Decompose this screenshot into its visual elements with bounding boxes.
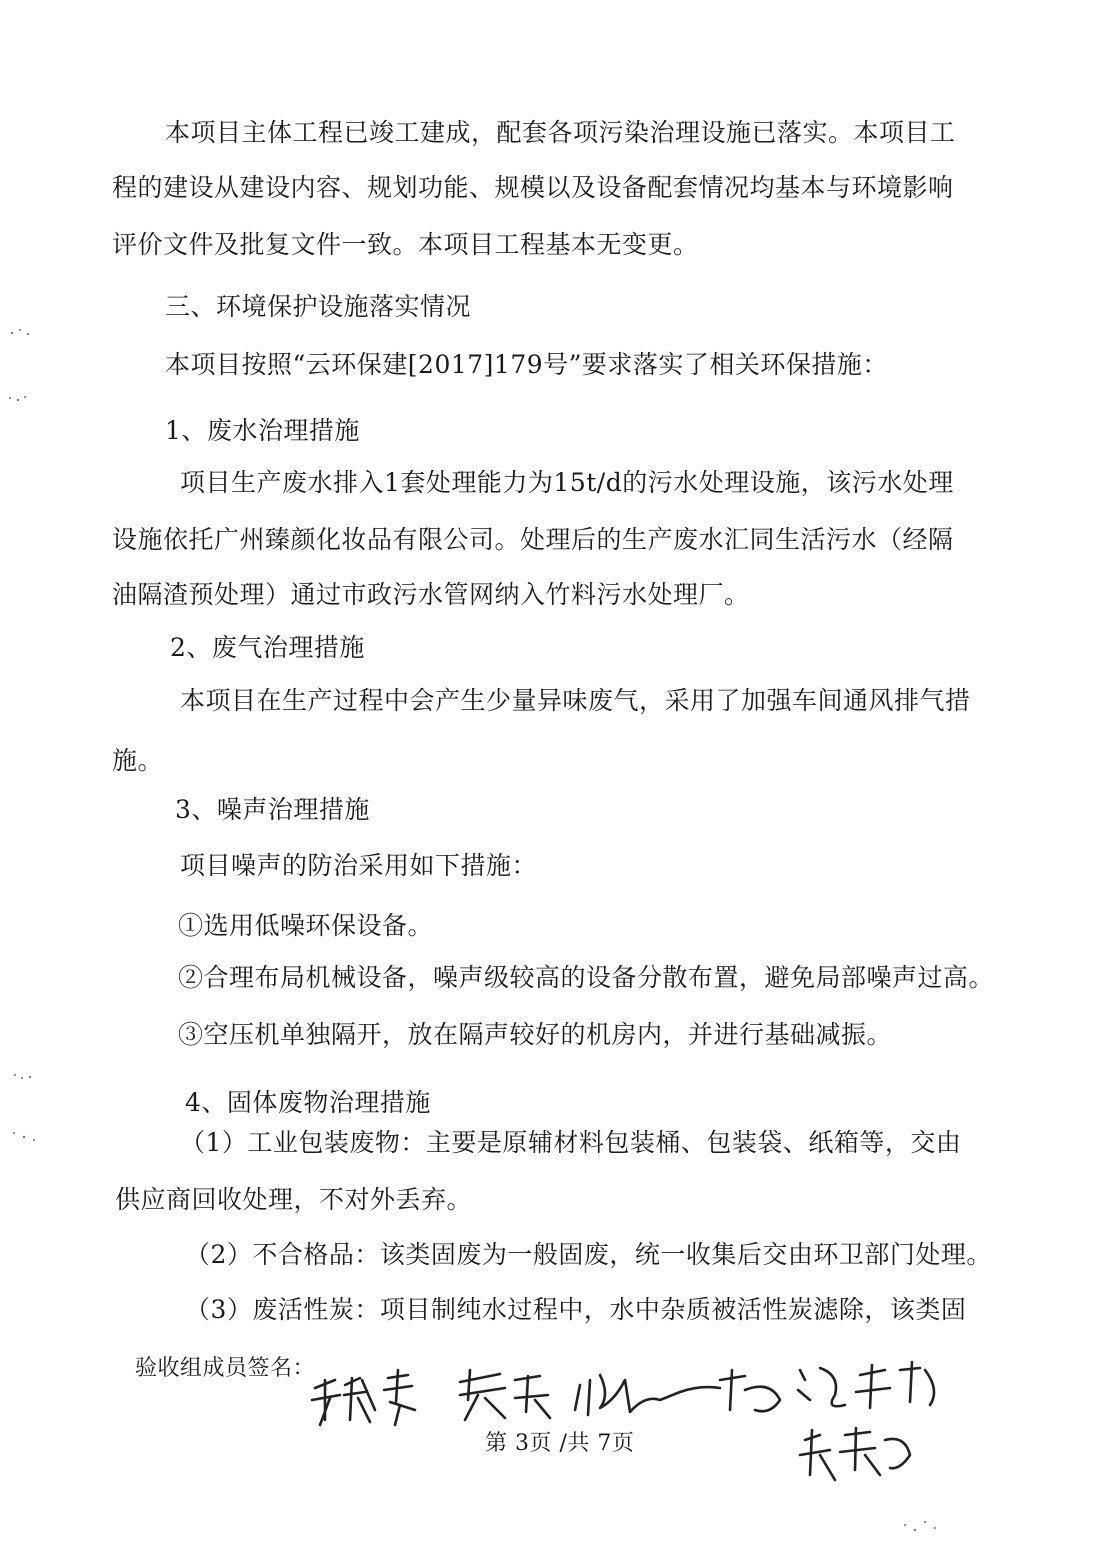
paragraph-line: 设施依托广州臻颜化妆品有限公司。处理后的生产废水汇同生活污水（经隔 (112, 525, 954, 554)
paragraph-line: 评价文件及批复文件一致。本项目工程基本无变更。 (112, 230, 699, 259)
signature-4 (575, 1370, 780, 1415)
page-number: 第 3页 /共 7页 (485, 1431, 635, 1456)
paragraph-line: 项目生产废水排入1套处理能力为15t/d的污水处理设施，该污水处理 (180, 468, 954, 497)
subsection-heading: 2、废气治理措施 (170, 633, 365, 662)
list-item: ②合理布局机械设备，噪声级较高的设备分散布置，避免局部噪声过高。 (178, 963, 995, 992)
paragraph-line: （3）废活性炭：项目制纯水过程中，水中杂质被活性炭滤除，该类固 (185, 1295, 967, 1324)
signature-3 (460, 1370, 550, 1420)
signature-6 (800, 1428, 910, 1480)
paragraph-line: 本项目在生产过程中会产生少量异味废气，采用了加强车间通风排气措 (180, 686, 971, 715)
signature-1 (312, 1378, 375, 1425)
paragraph-line: 程的建设从建设内容、规划功能、规模以及设备配套情况均基本与环境影响 (112, 173, 954, 202)
list-item: ①选用低噪环保设备。 (178, 911, 434, 940)
signature-5 (798, 1362, 934, 1408)
handwritten-signatures (300, 1340, 1000, 1500)
paragraph-line: 项目噪声的防治采用如下措施： (180, 851, 538, 880)
subsection-heading: 4、固体废物治理措施 (185, 1088, 431, 1117)
section-heading: 三、环境保护设施落实情况 (165, 292, 472, 321)
paragraph-line: 供应商回收处理，不对外丢弃。 (115, 1185, 473, 1214)
paragraph-line: 施。 (112, 746, 164, 775)
signature-2 (384, 1370, 415, 1425)
subsection-heading: 1、废水治理措施 (165, 416, 360, 445)
paragraph-line: 油隔渣预处理）通过市政污水管网纳入竹料污水处理厂。 (112, 580, 750, 609)
list-item: ③空压机单独隔开，放在隔声较好的机房内，并进行基础减振。 (178, 1020, 893, 1049)
paragraph-line: （1）工业包装废物：主要是原辅材料包装桶、包装袋、纸箱等，交由 (180, 1128, 962, 1157)
paragraph-line: 本项目主体工程已竣工建成，配套各项污染治理设施已落实。本项目工 (165, 118, 956, 147)
paragraph-line: 本项目按照“云环保建[2017]179号”要求落实了相关环保措施： (165, 350, 888, 379)
subsection-heading: 3、噪声治理措施 (175, 795, 370, 824)
paragraph-line: （2）不合格品：该类固废为一般固废，统一收集后交由环卫部门处理。 (185, 1240, 992, 1269)
signature-label: 验收组成员签名： (135, 1356, 316, 1381)
